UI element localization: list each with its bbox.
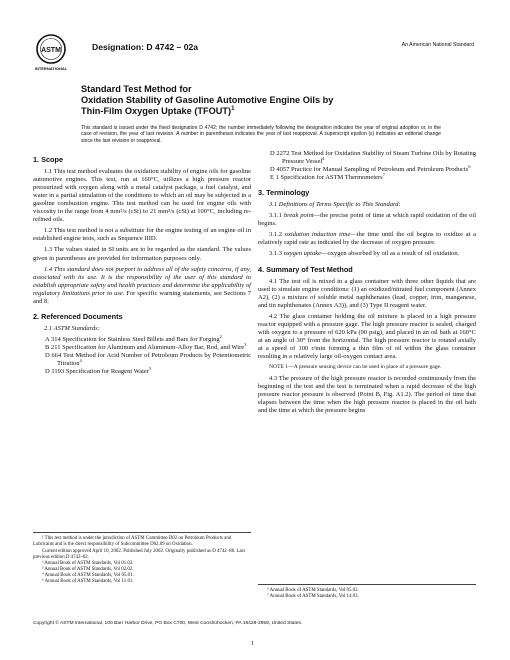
reference-text: E 1 Specification for ASTM Thermometers <box>270 174 383 182</box>
title-line-1: Standard Test Method for <box>81 84 192 94</box>
national-standard-label: An American National Standard <box>401 42 474 48</box>
definition-term: break point <box>283 212 314 220</box>
reference-text: A 314 Specification for Stainless Steel Billets and Bars for Forging <box>45 335 220 343</box>
reference-item <box>264 150 476 166</box>
issuance-note: This standard is issued under the fixed designation D 4742; the number immediately following the designation indicates the year of original adoption or, in the case of revision, the year of last revision. A number in parentheses indicates the year of last reapproval. A superscript epsilon (ε) indicates an editorial change since the last revision or reapproval. <box>81 125 441 144</box>
safety-tail: For specific warning statements, see Sections 7 and 8. <box>33 289 251 305</box>
footnote: ¹ This test method is under the jurisdiction of ASTM Committee D02 on Petroleum Products and Lubricants and is the direct responsibility of Subcommittee D02.09 on Oxidation. <box>33 536 232 547</box>
reference-item <box>39 365 251 376</box>
reference-item <box>264 163 476 174</box>
definition-number: 3.1.3 <box>269 250 284 258</box>
paragraph: 1.2 This test method is not a substitute for the engine testing of an engine oil in established engine tests, such as Sequence IIID. <box>33 227 251 243</box>
footnote-mark: 4 <box>79 357 82 363</box>
definition <box>258 231 476 247</box>
title-line-3 <box>81 106 441 117</box>
title-footnote-mark: 1 <box>231 105 235 112</box>
section-heading: 1. Scope <box>33 155 64 164</box>
definition-number: 3.1.2 <box>269 231 285 239</box>
reference-text: B 211 Specification for Aluminum and Aluminum-Alloy Bar, Rod, and Wire <box>45 343 245 351</box>
title-line-3-text: Thin-Film Oxygen Uptake (TFOUT) <box>81 106 232 116</box>
designation: Designation: D 4742 – 02a <box>92 42 199 52</box>
footnotes-left <box>33 532 251 585</box>
footnote-mark: 4 <box>322 155 325 161</box>
reference-text: D 2272 Test Method for Oxidation Stability of Steam Turbine Oils by Rotating Pressure Vessel <box>270 150 476 166</box>
definition-text: —the time until the oil begins to oxidize at a relatively rapid rate as indicated by the decrease of oxygen pressure. <box>258 231 476 247</box>
definition <box>258 212 476 228</box>
paragraph: 4.1 The test oil is mixed in a glass container with three other liquids that are used to simulate engine conditions: (1) an oxidized/nitrated fuel component (Annex A2), (2) a mixture of soluble metal naphthenates (lead, copper, iron, manganese, and tin naphthenates (Annex A3)), and (3) Type II reagent water. <box>258 277 476 309</box>
svg-text:INTERNATIONAL: INTERNATIONAL <box>35 66 68 71</box>
svg-text:ASTM: ASTM <box>41 47 61 54</box>
paragraph: 1.3 The values stated in SI units are to be regarded as the standard. The values given in parentheses are provided for information purposes only. <box>33 246 251 262</box>
paragraph <box>33 266 251 306</box>
footnote-mark: 7 <box>382 171 385 177</box>
reference-text: D 4057 Practice for Manual Sampling of Petroleum and Petroleum Products <box>270 166 469 174</box>
footnote-mark: 6 <box>468 163 471 169</box>
footnote: ⁷ Annual Book of ASTM Standards, Vol 14.03. <box>267 594 359 599</box>
paragraph: 4.2 The glass container holding the oil mixture is placed in a high pressure reactor equipped with a pressure gage. The high pressure reactor is sealed, charged with oxygen to a pressure of 620 kPa (90 psig), and placed in an oil bath at 160°C at an angle of 30° from the horizontal. The high pressure reactor is rotated axially at a speed of 100 r/min forming a thin film of oil within the glass container resulting in a relatively large oil-oxygen contact area. <box>258 312 476 360</box>
paragraph: 1.1 This test method evaluates the oxidation stability of engine oils for gasoline automotive engines. This test, run at 160°C, utilizes a high pressure reactor pressurized with oxygen along with a metal catalyst package, a fuel catalyst, and water in a partial simulation of the conditions to which an oil may be subjected in a gasoline combustion engine. This test method can be used for engine oils with viscosity in the range from 4 mm²/s (cSt) to 21 mm²/s (cSt) at 100°C, including re-refined oils. <box>33 168 251 224</box>
definition-number: 3.1.1 <box>269 212 284 220</box>
definition <box>258 250 476 258</box>
page-number: 1 <box>251 640 255 647</box>
reference-text: D 664 Test Method for Acid Number of Petroleum Products by Potentiometric Titration <box>45 351 251 368</box>
reference-item <box>39 333 251 344</box>
title-line-2: Oxidation Stability of Gasoline Automotive Engine Oils by <box>81 95 334 105</box>
subsection-label: 3.1 Definitions of Terms Specific to This Standard: <box>269 201 401 209</box>
reference-item <box>39 352 251 368</box>
paragraph: 4.3 The pressure of the high pressure reactor is recorded continuously from the beginning of the test and the test is terminated when a rapid decrease of the high pressure reactor pressure is observed (Point B, Fig. A1.2). The period of time that elapses between the time when the high pressure reactor is placed in the oil bath and the time at which the pressure begins <box>258 375 476 415</box>
section-heading: 2. Referenced Documents <box>33 311 123 321</box>
definition-text: —oxygen absorbed by oil as a result of oil oxidation. <box>320 250 460 258</box>
footnote: ⁶ Annual Book of ASTM Standards, Vol 05.02. <box>267 588 359 593</box>
left-column <box>33 152 251 376</box>
footnote-mark: 5 <box>148 365 152 371</box>
footnote-mark: 3 <box>244 341 247 347</box>
copyright-line: Copyright © ASTM International, 100 Barr Harbor Drive, PO Box C700, West Conshohocken, PA 19428-2959, United States. <box>33 621 303 626</box>
footnotes-right <box>258 584 476 600</box>
right-column <box>258 150 476 418</box>
footnote: Current edition approved April 10, 2002. Published July 2002. Originally published as D 4742–88. Last previous edition D 4742–02. <box>33 548 245 560</box>
definition-text: —the precise point of time at which rapid oxidation of the oil begins. <box>258 212 476 228</box>
subsection-label: 2.1 ASTM Standards: <box>44 324 100 332</box>
definition-term: oxidation induction time <box>284 231 351 239</box>
reference-item <box>264 171 476 182</box>
section-heading: 3. Terminology <box>258 188 310 198</box>
section-heading: 4. Summary of Test Method <box>258 264 353 274</box>
reference-item <box>39 341 251 352</box>
note: NOTE 1—A pressure sensing device can be used in place of a pressure gage. <box>269 364 442 371</box>
safety-statement: 1.4 This standard does not purport to address all of the safety concerns, if any, associated with its use. It is the responsibility of the user of this standard to establish appropriate safety and health practices and determine the applicability of regulatory limitations prior to use. <box>33 265 251 297</box>
astm-logo-icon <box>35 33 81 73</box>
title-block <box>81 84 441 117</box>
reference-text: D 1193 Specification for Reagent Water <box>45 368 149 376</box>
footnote: ⁵ Annual Book of ASTM Standards, Vol 11.01. <box>42 579 134 584</box>
definition-term: oxygen uptake <box>283 250 321 258</box>
footnote-mark: 2 <box>219 333 222 339</box>
footnote: ⁴ Annual Book of ASTM Standards, Vol 05.01. <box>42 573 134 578</box>
footnote: ² Annual Book of ASTM Standards, Vol 01.03. <box>42 561 134 566</box>
footnote: ³ Annual Book of ASTM Standards, Vol 02.02. <box>42 567 134 572</box>
